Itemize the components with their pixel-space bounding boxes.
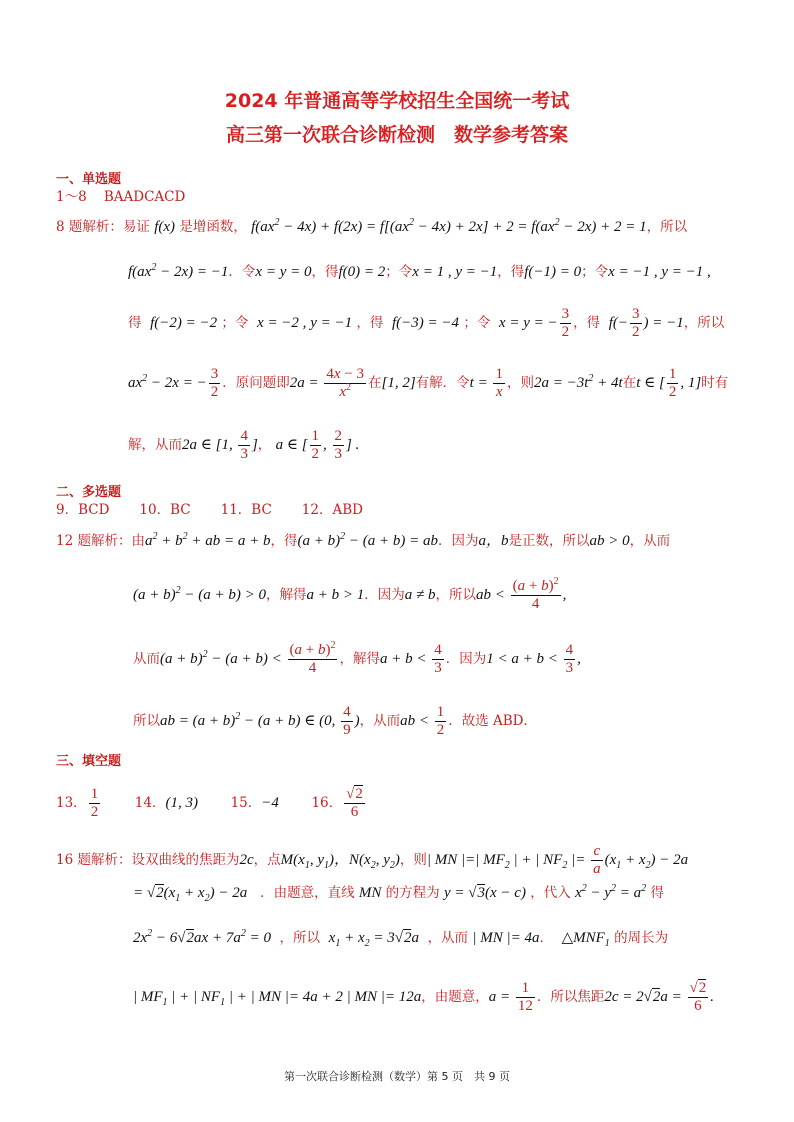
text: ，则 <box>506 375 534 391</box>
label-16: 16． <box>311 795 343 811</box>
q8-line-1: 8 题解析：易证 f(x) 是增函数， $f(ax^2 - 4x) + f(2x) = f[(ax^2 - 4x) + 2x] + 2 = f(ax^2 - 2x) + 2 = 1$，所以 <box>56 217 688 235</box>
q16-line-2: = $√2(x_1 + x_2) - 2a$ ．由题意，直线 MN 的方程为 y = √3(x − c) ，代入 $x^2 - y^2 = a^2$ 得 <box>133 883 664 904</box>
text: ，所以 <box>683 315 725 331</box>
page-title: 2024 年普通高等学校招生全国统一考试 <box>224 90 570 112</box>
answer-14: (1, 3) <box>165 795 198 811</box>
text: ，则 <box>399 852 427 868</box>
answer-string: BAADCACD <box>103 189 186 205</box>
text: 所以 <box>133 713 160 729</box>
text: 解，从而 <box>128 437 182 453</box>
q16-line-3: $2x^2 - 6√2ax + 7a^2 = 0$ ，所以 $x_1 + x_2 = 3√2a$ ，从而 | MN |= 4a． $\triangle MNF_1$ 的周长为 <box>133 928 669 949</box>
text: ． <box>539 930 553 946</box>
text: ．所以焦距 <box>536 989 605 1005</box>
text: ．因为 <box>437 533 479 549</box>
q16-line-4: | $MF_1$ | + | $NF_1$ | + | MN |= 4a + 2 | MN |= 12a，由题意，a = $\frac{1}{12}$ ．所以焦距2c = 2√2a = $\frac{√2}{6}$ . <box>133 980 714 1014</box>
q12-line-4: 所以ab = $(a + b)^2 - (a + b)$ ∈ (0, $\frac{4}{9}$ )，从而ab < $\frac{1}{2}$ ．故选 ABD． <box>133 704 538 738</box>
text: ．由题意，直线 <box>260 885 355 901</box>
text: ，点 <box>253 852 281 868</box>
text: 易证 <box>122 219 150 235</box>
text: ；令 <box>463 315 491 331</box>
text: 是增函数， <box>179 219 247 235</box>
answers-9-12 <box>56 500 363 520</box>
text: ，从而 <box>359 713 401 729</box>
page-subtitle: 高三第一次联合诊断检测 数学参考答案 <box>225 124 568 146</box>
q16-label: 16 题解析： <box>56 852 132 868</box>
text: ．令 <box>228 264 256 280</box>
text: ，得 <box>573 315 601 331</box>
range-label: 1～8 <box>56 189 87 205</box>
text: ；令 <box>581 264 609 280</box>
text: 时有 <box>701 375 729 391</box>
answer-10: 10．BC <box>139 502 191 518</box>
q8-line-2: $f(ax^2 - 2x) = -1$．令x = y = 0，得f(0) = 2；令x = 1 , y = −1，得f(−1) = 0；令x = −1 , y = −1 , <box>128 262 711 280</box>
q8-line-5: 解，从而2a ∈ [1, $\frac{4}{3}$ ]， a ∈ [ $\frac{1}{2}$ , $\frac{2}{3}$ ] . <box>128 428 360 462</box>
text: 有解．令 <box>415 375 470 391</box>
section-heading-multi-choice: 二、多选题 <box>56 485 122 500</box>
answer-11: 11．BC <box>220 502 272 518</box>
text: ，解得 <box>266 587 307 603</box>
q8-line-4: $ax^2 - 2x$ = − $\frac{3}{2}$ ．原问题即2a = $\frac{4x - 3}{x^2}$ 在[1, 2]有解．令t = $\frac{1}{x}$ ，则$2a = -3t^2 + 4t$在t ∈ [ $\frac{1}{2}$ , 1]时有 <box>128 366 729 400</box>
page-footer: 第一次联合诊断检测（数学）第 5 页 共 9 页 <box>284 1070 510 1083</box>
text: ．因为 <box>364 587 405 603</box>
text: 在 <box>367 375 382 391</box>
text: 由 <box>131 533 145 549</box>
q8-label: 8 题解析： <box>56 219 123 235</box>
text: ，所以 <box>646 219 688 235</box>
text: ，得 <box>311 264 339 280</box>
text: ．故选 ABD． <box>448 713 538 729</box>
text: ，代入 <box>530 885 571 901</box>
q12-label: 12 题解析： <box>56 533 132 549</box>
text: ，所以 <box>279 930 321 946</box>
q12-line-1: 12 题解析：由$a^2 + b^2$ + ab = a + b，得$(a + b)^2 - (a + b)$ = ab．因为a，b是正数，所以ab > 0，从而 <box>56 531 671 549</box>
text: ，得 <box>497 264 525 280</box>
section-heading-fill-blank: 三、填空题 <box>56 754 122 769</box>
text: ．因为 <box>445 651 487 667</box>
section-heading-single-choice: 一、单选题 <box>56 172 122 187</box>
q12-line-3: 从而$(a + b)^2 - (a + b)$ < $\frac{(a + b)^2}{4}$ ，解得a + b < $\frac{4}{3}$ ．因为1 < a + b < $\frac{4}{3}$ , <box>133 640 581 676</box>
text: 是正数，所以 <box>508 533 590 549</box>
text: 设双曲线的焦距为 <box>131 852 240 868</box>
answer-12: 12．ABD <box>301 502 363 518</box>
text: ，所以 <box>435 587 476 603</box>
answers-1-8 <box>56 187 185 207</box>
q12-line-2: $(a + b)^2 - (a + b) > 0$，解得a + b > 1．因为a ≠ b，所以ab < $\frac{(a + b)^2}{4}$ , <box>133 576 567 612</box>
text: ，得 <box>356 315 384 331</box>
text: ，从而 <box>427 930 469 946</box>
text: ，由题意， <box>421 989 489 1005</box>
text: 的周长为 <box>614 930 669 946</box>
text: ，解得 <box>339 651 380 667</box>
text: 得 <box>650 885 664 901</box>
text: ．原问题即 <box>222 375 290 391</box>
text: ；令 <box>221 315 249 331</box>
text: ，从而 <box>629 533 671 549</box>
answers-13-16: 13． $\frac{1}{2}$ 14．(1, 3) 15．−4 16． $\frac{√2}{6}$ <box>56 786 363 820</box>
answer-15: −4 <box>261 795 279 811</box>
text: ；令 <box>385 264 413 280</box>
text: 在 <box>622 375 637 391</box>
text: 的方程为 <box>385 885 440 901</box>
text: 得 <box>128 315 142 331</box>
answer-9: 9．BCD <box>56 502 110 518</box>
text: 从而 <box>133 651 160 667</box>
text: ，得 <box>270 533 298 549</box>
text: ， <box>257 437 272 453</box>
q16-line-1: 16 题解析：设双曲线的焦距为2c，点$M(x_1$, $y_1$)，$N(x_2$, $y_2$)，则| MN |=| $MF_2$ | + | $NF_2$ |= $\frac{c}{a}$ $(x_1 + x_2) - 2a$ <box>56 843 689 877</box>
label-14: 14． <box>134 795 166 811</box>
label-13: 13． <box>56 795 87 811</box>
q8-line-3: 得 f(−2) = −2 ；令 x = −2 , y = −1 ，得 f(−3) = −4 ；令 x = y = − $\frac{3}{2}$ ，得 f(− $\frac{3}{2}$ ) = −1，所以 <box>128 306 725 340</box>
label-15: 15． <box>230 795 262 811</box>
